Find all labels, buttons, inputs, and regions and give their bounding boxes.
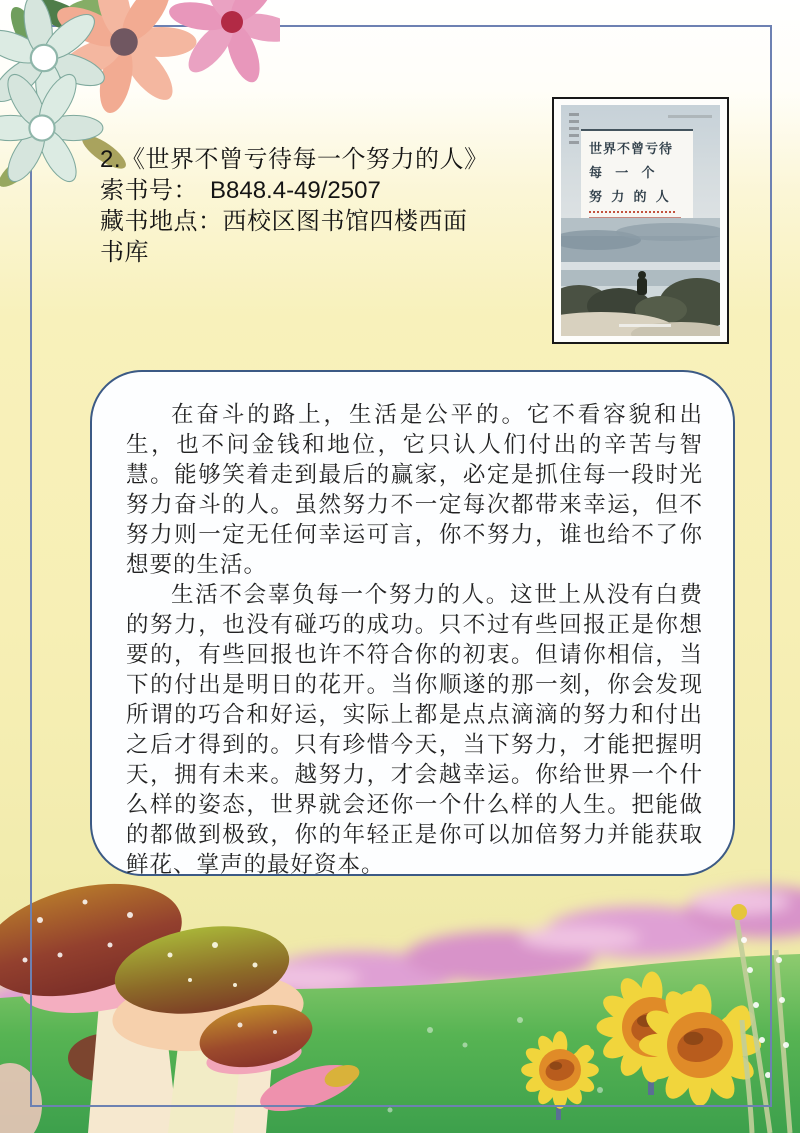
call-number-row <box>100 175 570 206</box>
recommendation-box <box>90 370 735 876</box>
recommendation-paragraph-1: 在奋斗的路上，生活是公平的。它不看容貌和出生，也不问金钱和地位，它只认人们付出的辛苦与智慧。能够笑着走到最后的赢家，必定是抓住每一段时光努力奋斗的人。虽然努力不一定每次都带来幸运，但不努力则一定无任何幸运可言，你不努力，谁也给不了你想要的生活。 <box>126 402 703 577</box>
location-value-line2: 书库 <box>100 239 149 266</box>
book-cover-photo <box>552 97 729 344</box>
call-number-value: B848.4-49/2507 <box>210 177 381 204</box>
meadow-mushrooms-sunflowers-icon <box>0 860 800 1133</box>
book-cover <box>561 105 720 336</box>
cover-title-line2: 每 一 个 <box>589 165 660 180</box>
cover-title-panel <box>581 129 693 229</box>
cover-corner-text-marks <box>668 115 712 118</box>
location-value-line1: 西校区图书馆四楼西面 <box>222 208 468 235</box>
cover-dotted-rule <box>589 211 675 213</box>
book-entry-header <box>100 144 570 268</box>
cover-title-line3: 努 力 的 人 <box>589 189 672 204</box>
call-number-label: 索书号： <box>100 177 198 204</box>
location-row <box>100 206 570 237</box>
cover-title-line1: 世界不曾亏待 <box>589 141 674 156</box>
recommendation-paragraph-2: 生活不会辜负每一个努力的人。这世上从没有白费的努力，也没有碰巧的成功。只不过有些回报正是你想要的，有些回报也许不符合你的初衷。但请你相信，当下的付出是明日的花开。当你顺遂的那一刻，你会发现所谓的巧合和好运，实际上都是点点滴滴的努力和付出之后才得到的。只有珍惜今天，当下努力，才能把握明天，拥有未来。越努力，才会越幸运。你给世界一个什么样的姿态，世界就会还你一个什么样的人生。把能做的都做到极致，你的年轻正是你可以加倍努力并能获取鲜花、掌声的最好资本。 <box>126 582 703 877</box>
book-title: 2.《世界不曾亏待每一个努力的人》 <box>100 146 489 173</box>
location-label: 藏书地点： <box>100 208 223 235</box>
cover-spine-text-marks <box>569 113 579 147</box>
seashore-photo <box>561 218 720 336</box>
